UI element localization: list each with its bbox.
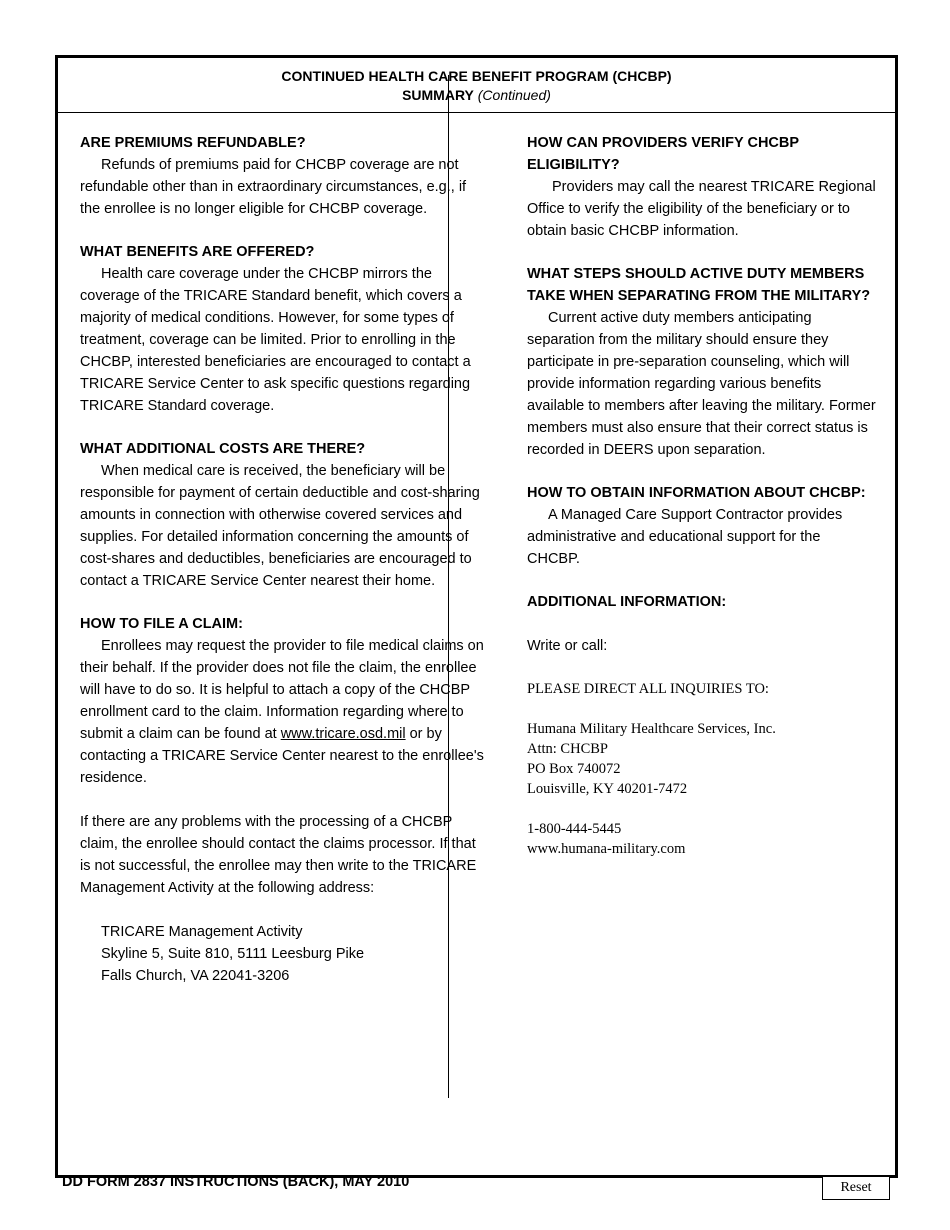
subtitle-continued: (Continued) <box>477 87 551 103</box>
section-heading: WHAT STEPS SHOULD ACTIVE DUTY MEMBERS TAKE WHEN SEPARATING FROM THE MILITARY? <box>527 266 871 304</box>
tricare-link[interactable]: www.tricare.osd.mil <box>280 726 406 742</box>
tma-address <box>80 921 490 987</box>
page-subtitle <box>58 86 895 105</box>
subtitle-summary: SUMMARY <box>402 87 474 103</box>
section-body <box>80 635 490 789</box>
page-title: CONTINUED HEALTH CARE BENEFIT PROGRAM (CHCBP) <box>281 68 672 84</box>
contact-line: Louisville, KY 40201-7472 <box>527 781 688 797</box>
section-body: Health care coverage under the CHCBP mirrors the coverage of the TRICARE Standard benefit, which covers a majority of medical conditions. However, for some types of treatment, coverage can be limited. Prior to enrolling in the CHCBP, interested beneficiaries are encouraged to contact a TRICARE Service Center to ask specific questions regarding TRICARE Standard coverage. <box>80 266 471 414</box>
address-line: TRICARE Management Activity <box>101 924 303 940</box>
section-body: Current active duty members anticipating separation from the military should ensure they participate in pre-separation counseling, which will provide information regarding various benefits available to members after leaving the military. Former members must also ensure that their correct status is recorded in DEERS upon separation. <box>527 310 876 458</box>
section-body: When medical care is received, the beneficiary will be responsible for payment of certain deductible and cost-sharing amounts in connection with otherwise covered services and supplies. For detailed information concerning the amounts of cost-shares and deductibles, beneficiaries are encouraged to contact a TRICARE Service Center nearest their home. <box>80 463 480 589</box>
section-body: Refunds of premiums paid for CHCBP coverage are not refundable other than in extraordinary circumstances, e.g., if the enrollee is no longer eligible for CHCBP coverage. <box>80 157 467 217</box>
right-column <box>527 132 877 880</box>
section-heading: ADDITIONAL INFORMATION: <box>527 594 727 610</box>
section-premiums-refundable <box>80 132 490 220</box>
address-line: Falls Church, VA 22041-3206 <box>101 968 290 984</box>
write-or-call: Write or call: <box>527 638 608 654</box>
section-file-claim <box>80 613 490 987</box>
section-heading: WHAT BENEFITS ARE OFFERED? <box>80 244 315 260</box>
inquiries-heading: PLEASE DIRECT ALL INQUIRIES TO: <box>527 681 769 697</box>
left-column <box>80 132 490 1008</box>
contact-website: www.humana-military.com <box>527 841 686 857</box>
section-obtain-information <box>527 482 877 570</box>
page-header <box>58 58 895 113</box>
section-heading: HOW TO FILE A CLAIM: <box>80 616 243 632</box>
section-body: Providers may call the nearest TRICARE Regional Office to verify the eligibility of the beneficiary or to obtain basic CHCBP information. <box>527 179 876 239</box>
section-verify-eligibility <box>527 132 877 242</box>
contact-line: Attn: CHCBP <box>527 741 608 757</box>
contact-phone: 1-800-444-5445 <box>527 821 622 837</box>
claim-problems-paragraph: If there are any problems with the processing of a CHCBP claim, the enrollee should contact the claims processor. If that is not successful, the enrollee may then write to the TRICARE Management Activity at the following address: <box>80 814 477 896</box>
claim-text-after: or by contacting a TRICARE Service Center nearest to the enrollee's residence. <box>80 726 484 786</box>
contact-line: Humana Military Healthcare Services, Inc. <box>527 721 776 737</box>
section-heading: WHAT ADDITIONAL COSTS ARE THERE? <box>80 441 366 457</box>
section-benefits-offered <box>80 241 490 417</box>
address-line: Skyline 5, Suite 810, 5111 Leesburg Pike <box>101 946 365 962</box>
humana-contact <box>527 719 877 859</box>
claim-text-before: Enrollees may request the provider to file medical claims on their behalf. If the provider does not file the claim, the enrollee will have to do so. It is helpful to attach a copy of the CHCBP enrollment card to the claim. Information regarding where to submit a claim can be found at <box>80 638 484 742</box>
section-active-duty-steps <box>527 263 877 461</box>
reset-button[interactable]: Reset <box>822 1176 890 1200</box>
section-heading: HOW CAN PROVIDERS VERIFY CHCBP ELIGIBILITY? <box>527 135 799 173</box>
section-heading: HOW TO OBTAIN INFORMATION ABOUT CHCBP: <box>527 485 866 501</box>
section-additional-information <box>527 591 877 859</box>
form-footer-id: DD FORM 2837 INSTRUCTIONS (BACK), MAY 2010 <box>62 1174 410 1190</box>
section-body: A Managed Care Support Contractor provides administrative and educational support for the CHCBP. <box>527 507 843 567</box>
contact-line: PO Box 740072 <box>527 761 621 777</box>
section-heading: ARE PREMIUMS REFUNDABLE? <box>80 135 306 151</box>
section-additional-costs <box>80 438 490 592</box>
